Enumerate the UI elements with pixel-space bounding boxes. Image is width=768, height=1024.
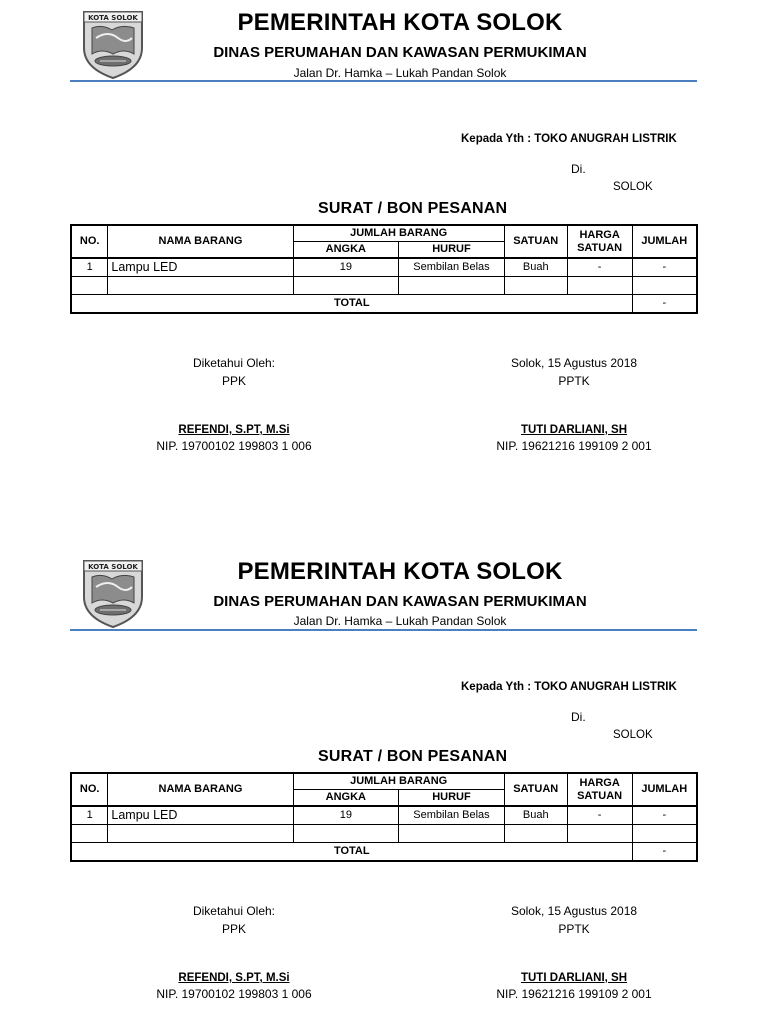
header-divider [70, 629, 697, 631]
col-header-angka: ANGKA [293, 242, 399, 259]
table-total-row [71, 295, 697, 314]
cell-no: 1 [71, 806, 108, 825]
header-address: Jalan Dr. Hamka – Lukah Pandan Solok [293, 66, 507, 80]
header-title: PEMERINTAH KOTA SOLOK [237, 558, 563, 585]
logo-text: KOTA SOLOK [88, 14, 138, 22]
cell-nama-barang: Lampu LED [108, 806, 293, 825]
order-table [70, 224, 698, 314]
recipient-label: Kepada Yth : [461, 133, 532, 145]
cell-jumlah: - [632, 258, 697, 277]
table-total-row [71, 843, 697, 862]
order-form-copy-2 [0, 549, 768, 1024]
signature-left-nip: NIP. 19700102 199803 1 006 [156, 987, 312, 1001]
col-header-no: NO. [71, 773, 108, 806]
signature-right [474, 904, 674, 1001]
signature-left-role: PPK [221, 374, 246, 388]
signature-right-nip: NIP. 19621216 199109 2 001 [496, 987, 652, 1001]
total-label: TOTAL [71, 843, 632, 862]
header-subtitle: DINAS PERUMAHAN DAN KAWASAN PERMUKIMAN [213, 593, 587, 610]
cell-harga-satuan: - [567, 806, 632, 825]
recipient-di: Di. [571, 162, 586, 176]
cell-huruf: Sembilan Belas [399, 258, 505, 277]
table-row-empty [71, 277, 697, 295]
col-header-harga-satuan: HARGA SATUAN [567, 225, 632, 258]
signature-left-nip: NIP. 19700102 199803 1 006 [156, 439, 312, 453]
col-header-jumlah: JUMLAH [632, 225, 697, 258]
document-title: SURAT / BON PESANAN [318, 200, 508, 217]
order-table [70, 772, 698, 862]
recipient-line [461, 133, 677, 145]
kota-solok-logo [78, 8, 148, 80]
col-header-jumlah-barang: JUMLAH BARANG [293, 773, 504, 790]
cell-jumlah: - [632, 806, 697, 825]
header-divider [70, 80, 697, 82]
recipient-di: Di. [571, 710, 586, 724]
col-header-angka: ANGKA [293, 790, 399, 807]
total-value: - [632, 295, 697, 314]
col-header-jumlah: JUMLAH [632, 773, 697, 806]
col-header-harga-satuan: HARGA SATUAN [567, 773, 632, 806]
recipient-label: Kepada Yth : [461, 681, 532, 693]
cell-angka: 19 [293, 806, 399, 825]
signature-left-name: REFENDI, S.PT, M.Si [178, 424, 290, 436]
recipient-name: TOKO ANUGRAH LISTRIK [534, 133, 677, 145]
signature-right-nip: NIP. 19621216 199109 2 001 [496, 439, 652, 453]
col-header-huruf: HURUF [399, 790, 505, 807]
signature-right [474, 356, 674, 453]
cell-nama-barang: Lampu LED [108, 258, 293, 277]
header-subtitle: DINAS PERUMAHAN DAN KAWASAN PERMUKIMAN [213, 44, 587, 61]
kota-solok-logo [78, 557, 148, 629]
document-title: SURAT / BON PESANAN [318, 748, 508, 765]
cell-harga-satuan: - [567, 258, 632, 277]
total-value: - [632, 843, 697, 862]
signature-left-caption: Diketahui Oleh: [192, 904, 276, 918]
signature-right-role: PPTK [558, 374, 590, 388]
header-address: Jalan Dr. Hamka – Lukah Pandan Solok [293, 614, 507, 628]
cell-satuan: Buah [504, 258, 567, 277]
signature-left-role: PPK [221, 922, 246, 936]
recipient-city: SOLOK [613, 181, 653, 193]
col-header-satuan: SATUAN [504, 773, 567, 806]
signature-right-caption: Solok, 15 Agustus 2018 [510, 904, 638, 918]
signature-right-role: PPTK [558, 922, 590, 936]
table-row [71, 806, 697, 825]
cell-angka: 19 [293, 258, 399, 277]
total-label: TOTAL [71, 295, 632, 314]
cell-no: 1 [71, 258, 108, 277]
col-header-jumlah-barang: JUMLAH BARANG [293, 225, 504, 242]
col-header-no: NO. [71, 225, 108, 258]
col-header-nama-barang: NAMA BARANG [108, 773, 293, 806]
signature-right-name: TUTI DARLIANI, SH [520, 424, 628, 436]
signature-left [134, 356, 334, 453]
logo-text: KOTA SOLOK [88, 563, 138, 571]
recipient-city: SOLOK [613, 729, 653, 741]
signature-left [134, 904, 334, 1001]
cell-huruf: Sembilan Belas [399, 806, 505, 825]
header-title: PEMERINTAH KOTA SOLOK [237, 9, 563, 36]
col-header-satuan: SATUAN [504, 225, 567, 258]
cell-satuan: Buah [504, 806, 567, 825]
recipient-line [461, 681, 677, 693]
signature-left-name: REFENDI, S.PT, M.Si [178, 972, 290, 984]
signature-right-name: TUTI DARLIANI, SH [520, 972, 628, 984]
col-header-nama-barang: NAMA BARANG [108, 225, 293, 258]
recipient-name: TOKO ANUGRAH LISTRIK [534, 681, 677, 693]
table-row [71, 258, 697, 277]
signature-left-caption: Diketahui Oleh: [192, 356, 276, 370]
signature-right-caption: Solok, 15 Agustus 2018 [510, 356, 638, 370]
col-header-huruf: HURUF [399, 242, 505, 259]
table-row-empty [71, 825, 697, 843]
